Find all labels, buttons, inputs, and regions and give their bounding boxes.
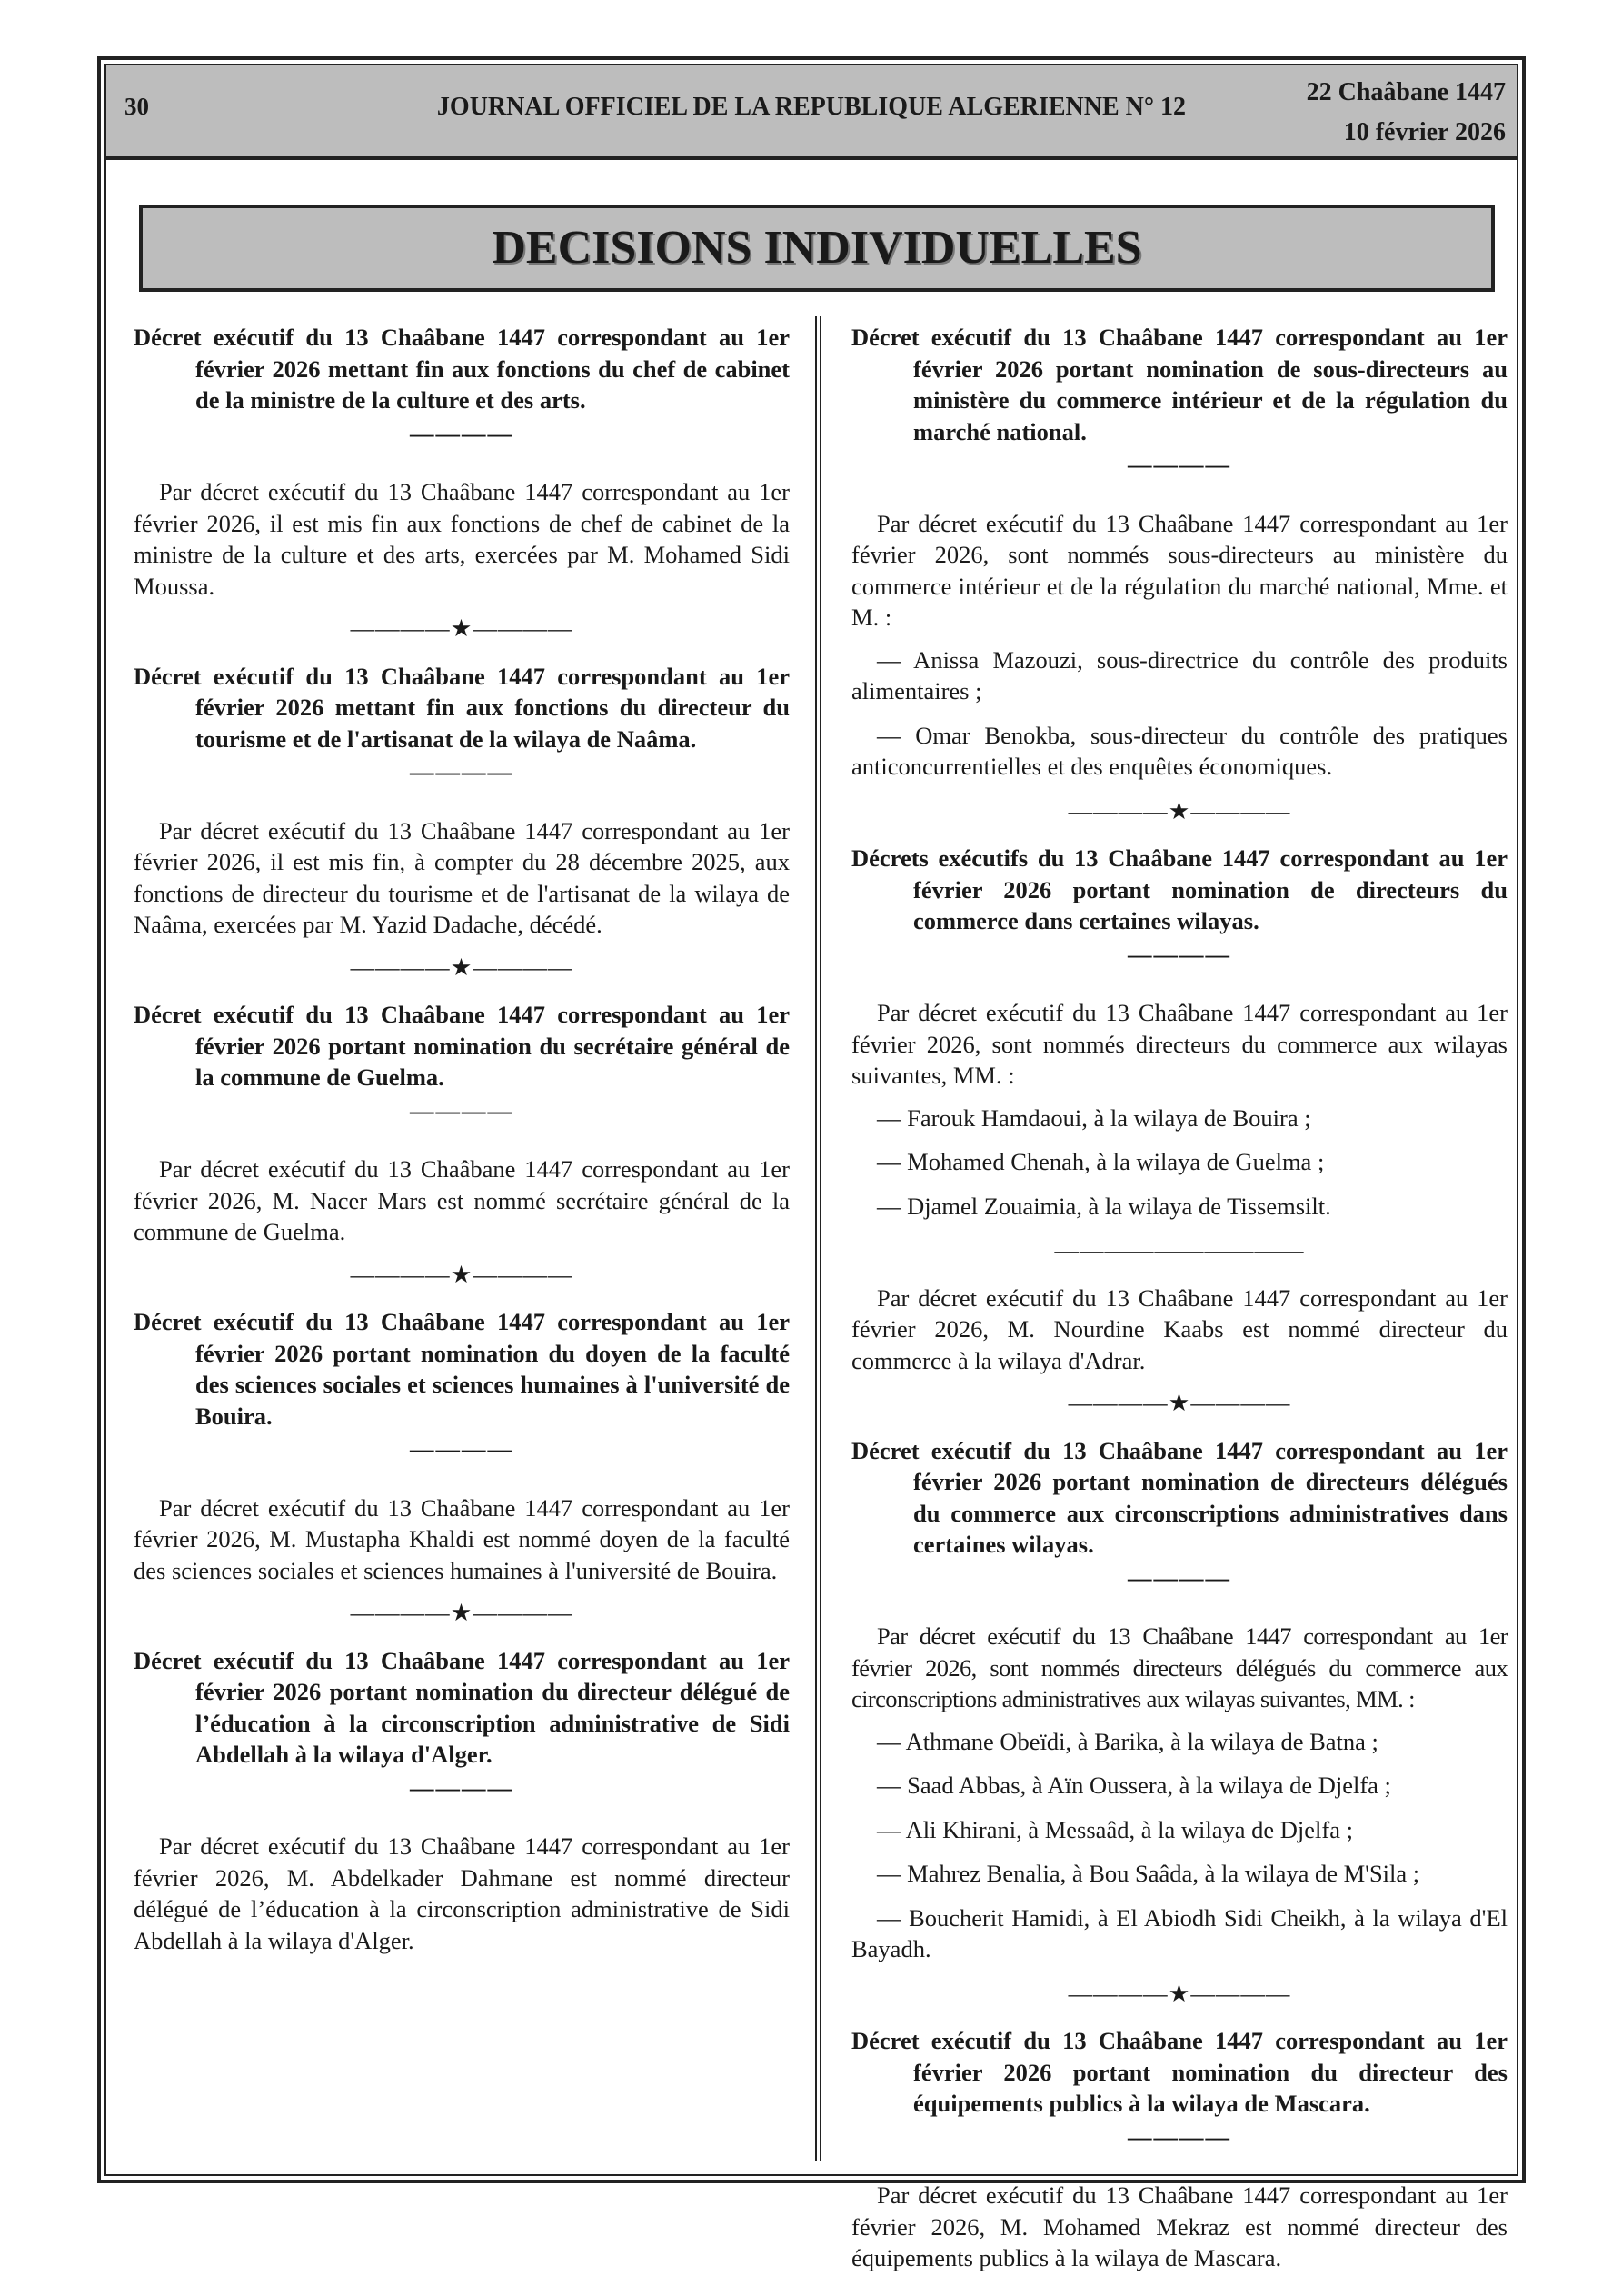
page-frame	[97, 56, 1526, 2271]
decree-heading: Décrets exécutifs du 13 Chaâbane 1447 correspondant au 1er février 2026 portant nomination de directeurs du commerce dans certaines wilayas.	[851, 844, 1508, 934]
separator: ————	[1128, 2122, 1231, 2151]
journal-header	[106, 65, 1517, 160]
nominee-item: — Omar Benokba, sous-directeur du contrôle des pratiques anticoncurrentielles et des enquêtes économiques.	[851, 721, 1508, 780]
decree-body: Par décret exécutif du 13 Chaâbane 1447 correspondant au 1er février 2026, M. Nacer Mars est nommé secrétaire général de la commune de Guelma.	[134, 1155, 790, 1245]
left-column	[134, 322, 790, 1967]
star-separator: ————★————	[1068, 1389, 1291, 1416]
decree-body: Par décret exécutif du 13 Chaâbane 1447 correspondant au 1er février 2026, M. Mustapha Khaldi est nommé doyen de la faculté des sciences sociales et sciences humaines à l'université de Bouira.	[134, 1493, 790, 1584]
separator: ————	[410, 419, 513, 447]
separator: ————	[1128, 451, 1231, 478]
issue-date	[1307, 73, 1506, 153]
separator: ————	[410, 1096, 513, 1124]
decree-heading: Décret exécutif du 13 Chaâbane 1447 correspondant au 1er février 2026 portant nomination du doyen de la faculté des sciences sociales et sciences humaines à l'université de Bouira.	[134, 1308, 790, 1430]
nominee-item: — Farouk Hamdaoui, à la wilaya de Bouira ;	[877, 1103, 1311, 1132]
separator: ————	[1128, 940, 1231, 968]
decree-heading: Décret exécutif du 13 Chaâbane 1447 correspondant au 1er février 2026 portant nomination de sous-directeurs au ministère du commerce intérieur et de la régulation du marché national.	[851, 324, 1508, 445]
star-separator: ————★————	[350, 1260, 573, 1288]
section-title: DECISIONS INDIVIDUELLES	[139, 205, 1495, 292]
star-separator: ————★————	[1068, 1979, 1291, 2007]
nominee-item: — Anissa Mazouzi, sous-directrice du contrôle des produits alimentaires ;	[851, 645, 1508, 704]
decree-body: Par décret exécutif du 13 Chaâbane 1447 correspondant au 1er février 2026, M. Abdelkader Dahmane est nommé directeur délégué de l’éducation à la circonscription administrative de Sidi Abdellah à la wilaya d'Alger.	[134, 1832, 790, 1954]
star-separator: ————★————	[350, 1599, 573, 1626]
decree-heading: Décret exécutif du 13 Chaâbane 1447 correspondant au 1er février 2026 portant nomination du directeur des équipements publics à la wilaya de Mascara.	[851, 2027, 1508, 2117]
long-separator: ——————————	[1054, 1236, 1305, 1263]
decree-body: Par décret exécutif du 13 Chaâbane 1447 correspondant au 1er février 2026, sont nommés sous-directeurs au ministère du commerce intérieur et de la régulation du marché national, Mme. et M. :	[851, 509, 1508, 631]
decree-body: Par décret exécutif du 13 Chaâbane 1447 correspondant au 1er février 2026, M. Mohamed Mekraz est nommé directeur des équipements publics à la wilaya de Mascara.	[851, 2181, 1508, 2271]
nominee-item: — Athmane Obeïdi, à Barika, à la wilaya de Batna ;	[877, 1727, 1378, 1755]
decree-body: Par décret exécutif du 13 Chaâbane 1447 correspondant au 1er février 2026, sont nommés directeurs du commerce aux wilayas suivantes, MM. :	[851, 999, 1508, 1089]
nominee-item: — Boucherit Hamidi, à El Abiodh Sidi Cheikh, à la wilaya d'El Bayadh.	[851, 1903, 1508, 1962]
nominee-item: — Mahrez Benalia, à Bou Saâda, à la wilaya de M'Sila ;	[877, 1860, 1420, 1887]
decree-heading: Décret exécutif du 13 Chaâbane 1447 correspondant au 1er février 2026 mettant fin aux fonctions du chef de cabinet de la ministre de la culture et des arts.	[134, 324, 790, 414]
nominee-item: — Mohamed Chenah, à la wilaya de Guelma ;	[877, 1148, 1325, 1175]
page-inner-frame	[104, 64, 1518, 2271]
right-column	[851, 322, 1508, 2285]
star-separator: ————★————	[350, 953, 573, 981]
separator: ————	[410, 758, 513, 785]
decree-body: Par décret exécutif du 13 Chaâbane 1447 correspondant au 1er février 2026, M. Nourdine Kaabs est nommé directeur du commerce à la wilaya d'Adrar.	[851, 1283, 1508, 1374]
decree-body: Par décret exécutif du 13 Chaâbane 1447 correspondant au 1er février 2026, sont nommés directeurs délégués du commerce aux circonscriptions administratives aux wilayas suivantes, MM. :	[851, 1622, 1508, 1712]
decree-body: Par décret exécutif du 13 Chaâbane 1447 correspondant au 1er février 2026, il est mis fin aux fonctions de chef de cabinet de la ministre de la culture et des arts, exercées par M. Mohamed Sidi Moussa.	[134, 478, 790, 600]
star-separator: ————★————	[350, 614, 573, 642]
star-separator: ————★————	[1068, 796, 1291, 824]
decree-heading: Décret exécutif du 13 Chaâbane 1447 correspondant au 1er février 2026 portant nomination du directeur délégué de l’éducation à la circonscription administrative de Sidi Abdellah à la wilaya d'Alger.	[134, 1646, 790, 1768]
journal-title: JOURNAL OFFICIEL DE LA REPUBLIQUE ALGERIENNE N° 12	[436, 93, 1187, 121]
decree-body: Par décret exécutif du 13 Chaâbane 1447 correspondant au 1er février 2026, il est mis fin, à compter du 28 décembre 2025, aux fonctions de directeur du tourisme et de l'artisanat de la wilaya de Naâma, exercées par M. Yazid Dadache, décédé.	[134, 816, 790, 938]
decree-heading: Décret exécutif du 13 Chaâbane 1447 correspondant au 1er février 2026 portant nomination du secrétaire général de la commune de Guelma.	[134, 1001, 790, 1091]
decree-heading: Décret exécutif du 13 Chaâbane 1447 correspondant au 1er février 2026 portant nomination de directeurs délégués du commerce aux circonscriptions administratives dans certaines wilayas.	[851, 1436, 1508, 1558]
decree-heading: Décret exécutif du 13 Chaâbane 1447 correspondant au 1er février 2026 mettant fin aux fonctions du directeur du tourisme et de l'artisanat de la wilaya de Naâma.	[134, 662, 790, 753]
separator: ————	[410, 1435, 513, 1462]
separator: ————	[1128, 1563, 1231, 1592]
nominee-item: — Ali Khirani, à Messaâd, à la wilaya de Djelfa ;	[877, 1815, 1353, 1843]
separator: ————	[410, 1773, 513, 1802]
nominee-item: — Djamel Zouaimia, à la wilaya de Tissemsilt.	[877, 1192, 1331, 1220]
page-number: 30	[124, 93, 149, 120]
column-divider	[815, 316, 821, 2161]
date-gregorian: 10 février 2026	[1343, 118, 1506, 146]
date-hijri: 22 Chaâbane 1447	[1306, 78, 1506, 106]
nominee-item: — Saad Abbas, à Aïn Oussera, à la wilaya de Djelfa ;	[877, 1772, 1391, 1799]
